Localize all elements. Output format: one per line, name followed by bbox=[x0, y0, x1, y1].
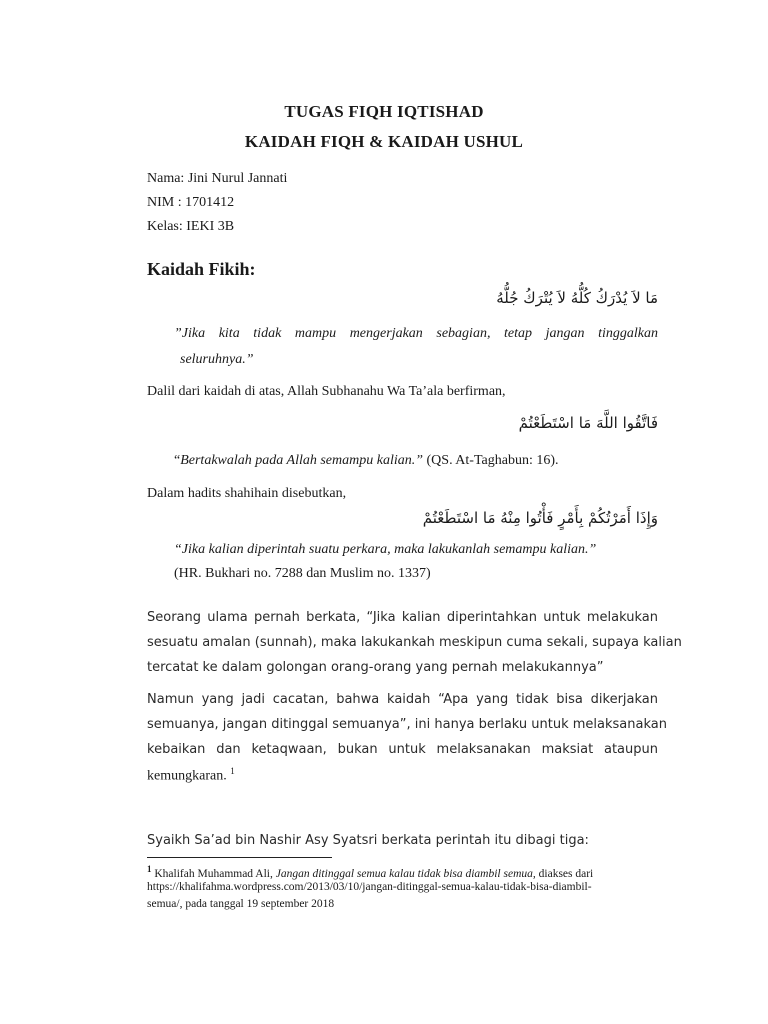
quote-text: seluruhnya.” bbox=[180, 352, 254, 367]
footnote-accessed: diakses dari bbox=[535, 867, 594, 880]
paragraph-line: Seorang ulama pernah berkata, “Jika kalian diperintahkan untuk melakukan bbox=[147, 610, 658, 625]
footnote-number: 1 bbox=[147, 864, 152, 874]
footnote-line bbox=[147, 864, 593, 880]
footnote-title: Jangan ditinggal semua kalau tidak bisa diambil semua, bbox=[275, 867, 536, 880]
hadits-reference: (HR. Bukhari no. 7288 dan Muslim no. 1337) bbox=[174, 566, 431, 581]
footnote-author: Khalifah Muhammad Ali, bbox=[151, 867, 276, 880]
arabic-hadits: وَإِذَا أَمَرْتُكُمْ بِأَمْرٍ فَأْتُوا مِنْهُ مَا اسْتَطَعْتُمْ bbox=[422, 509, 658, 527]
footnote-url[interactable]: https://khalifahma.wordpress.com/2013/03/10/jangan-ditinggal-semua-kalau-tidak-bisa-diambil- bbox=[147, 881, 592, 893]
ayat-translation bbox=[174, 453, 559, 469]
quote-translation-line bbox=[174, 326, 658, 342]
paragraph-line: Syaikh Sa’ad bin Nashir Asy Syatsri berkata perintah itu dibagi tiga: bbox=[147, 833, 589, 848]
paragraph-line: kebaikan dan ketaqwaan, bukan untuk melaksanakan maksiat ataupun bbox=[147, 742, 658, 757]
hadits-translation bbox=[174, 542, 596, 558]
hadits-translation-text: “Jika kalian diperintah suatu perkara, maka lakukanlah semampu kalian.” bbox=[174, 542, 597, 557]
document-subtitle: KAIDAH FIQH & KAIDAH USHUL bbox=[244, 132, 524, 151]
student-nim: NIM : 1701412 bbox=[147, 195, 235, 210]
paragraph-line: tercatat ke dalam golongan orang-orang yang pernah melakukannya” bbox=[147, 660, 604, 675]
hadits-intro: Dalam hadits shahihain disebutkan, bbox=[147, 486, 347, 501]
paragraph-line: semuanya, jangan ditinggal semuanya”, ini hanya berlaku untuk melaksanakan bbox=[147, 717, 667, 732]
footnote-reference[interactable]: 1 bbox=[230, 766, 235, 776]
footnote-line: semua/, pada tanggal 19 september 2018 bbox=[147, 898, 335, 910]
arabic-kaidah: مَا لاَ يُدْرَكُ كُلُّهُ لاَ يُتْرَكُ جُلُّهُ bbox=[496, 289, 658, 307]
quote-text: ”Jika kita tidak mampu mengerjakan sebagian, tetap jangan tinggalkan bbox=[174, 326, 658, 341]
dalil-intro: Dalil dari kaidah di atas, Allah Subhanahu Wa Ta’ala berfirman, bbox=[147, 384, 506, 399]
paragraph-text: kemungkaran. bbox=[147, 768, 227, 784]
ayat-reference: (QS. At-Taghabun: 16). bbox=[423, 453, 559, 468]
paragraph-line: Namun yang jadi cacatan, bahwa kaidah “Apa yang tidak bisa dikerjakan bbox=[147, 692, 658, 707]
footnote-divider bbox=[147, 857, 332, 858]
ayat-translation-text: Bertakwalah pada Allah semampu kalian.” bbox=[180, 453, 424, 468]
document-title: TUGAS FIQH IQTISHAD bbox=[284, 102, 484, 121]
paragraph-line: sesuatu amalan (sunnah), maka lakukankah meskipun cuma sekali, supaya kalian bbox=[147, 635, 682, 650]
open-quote: “ bbox=[174, 453, 181, 468]
quote-translation-line bbox=[180, 352, 254, 368]
student-name: Nama: Jini Nurul Jannati bbox=[147, 171, 288, 186]
paragraph-line bbox=[147, 766, 235, 785]
student-class: Kelas: IEKI 3B bbox=[147, 219, 235, 234]
section-heading: Kaidah Fikih: bbox=[147, 259, 256, 279]
arabic-ayat: فَاتَّقُوا اللَّهَ مَا اسْتَطَعْتُمْ bbox=[518, 414, 658, 432]
